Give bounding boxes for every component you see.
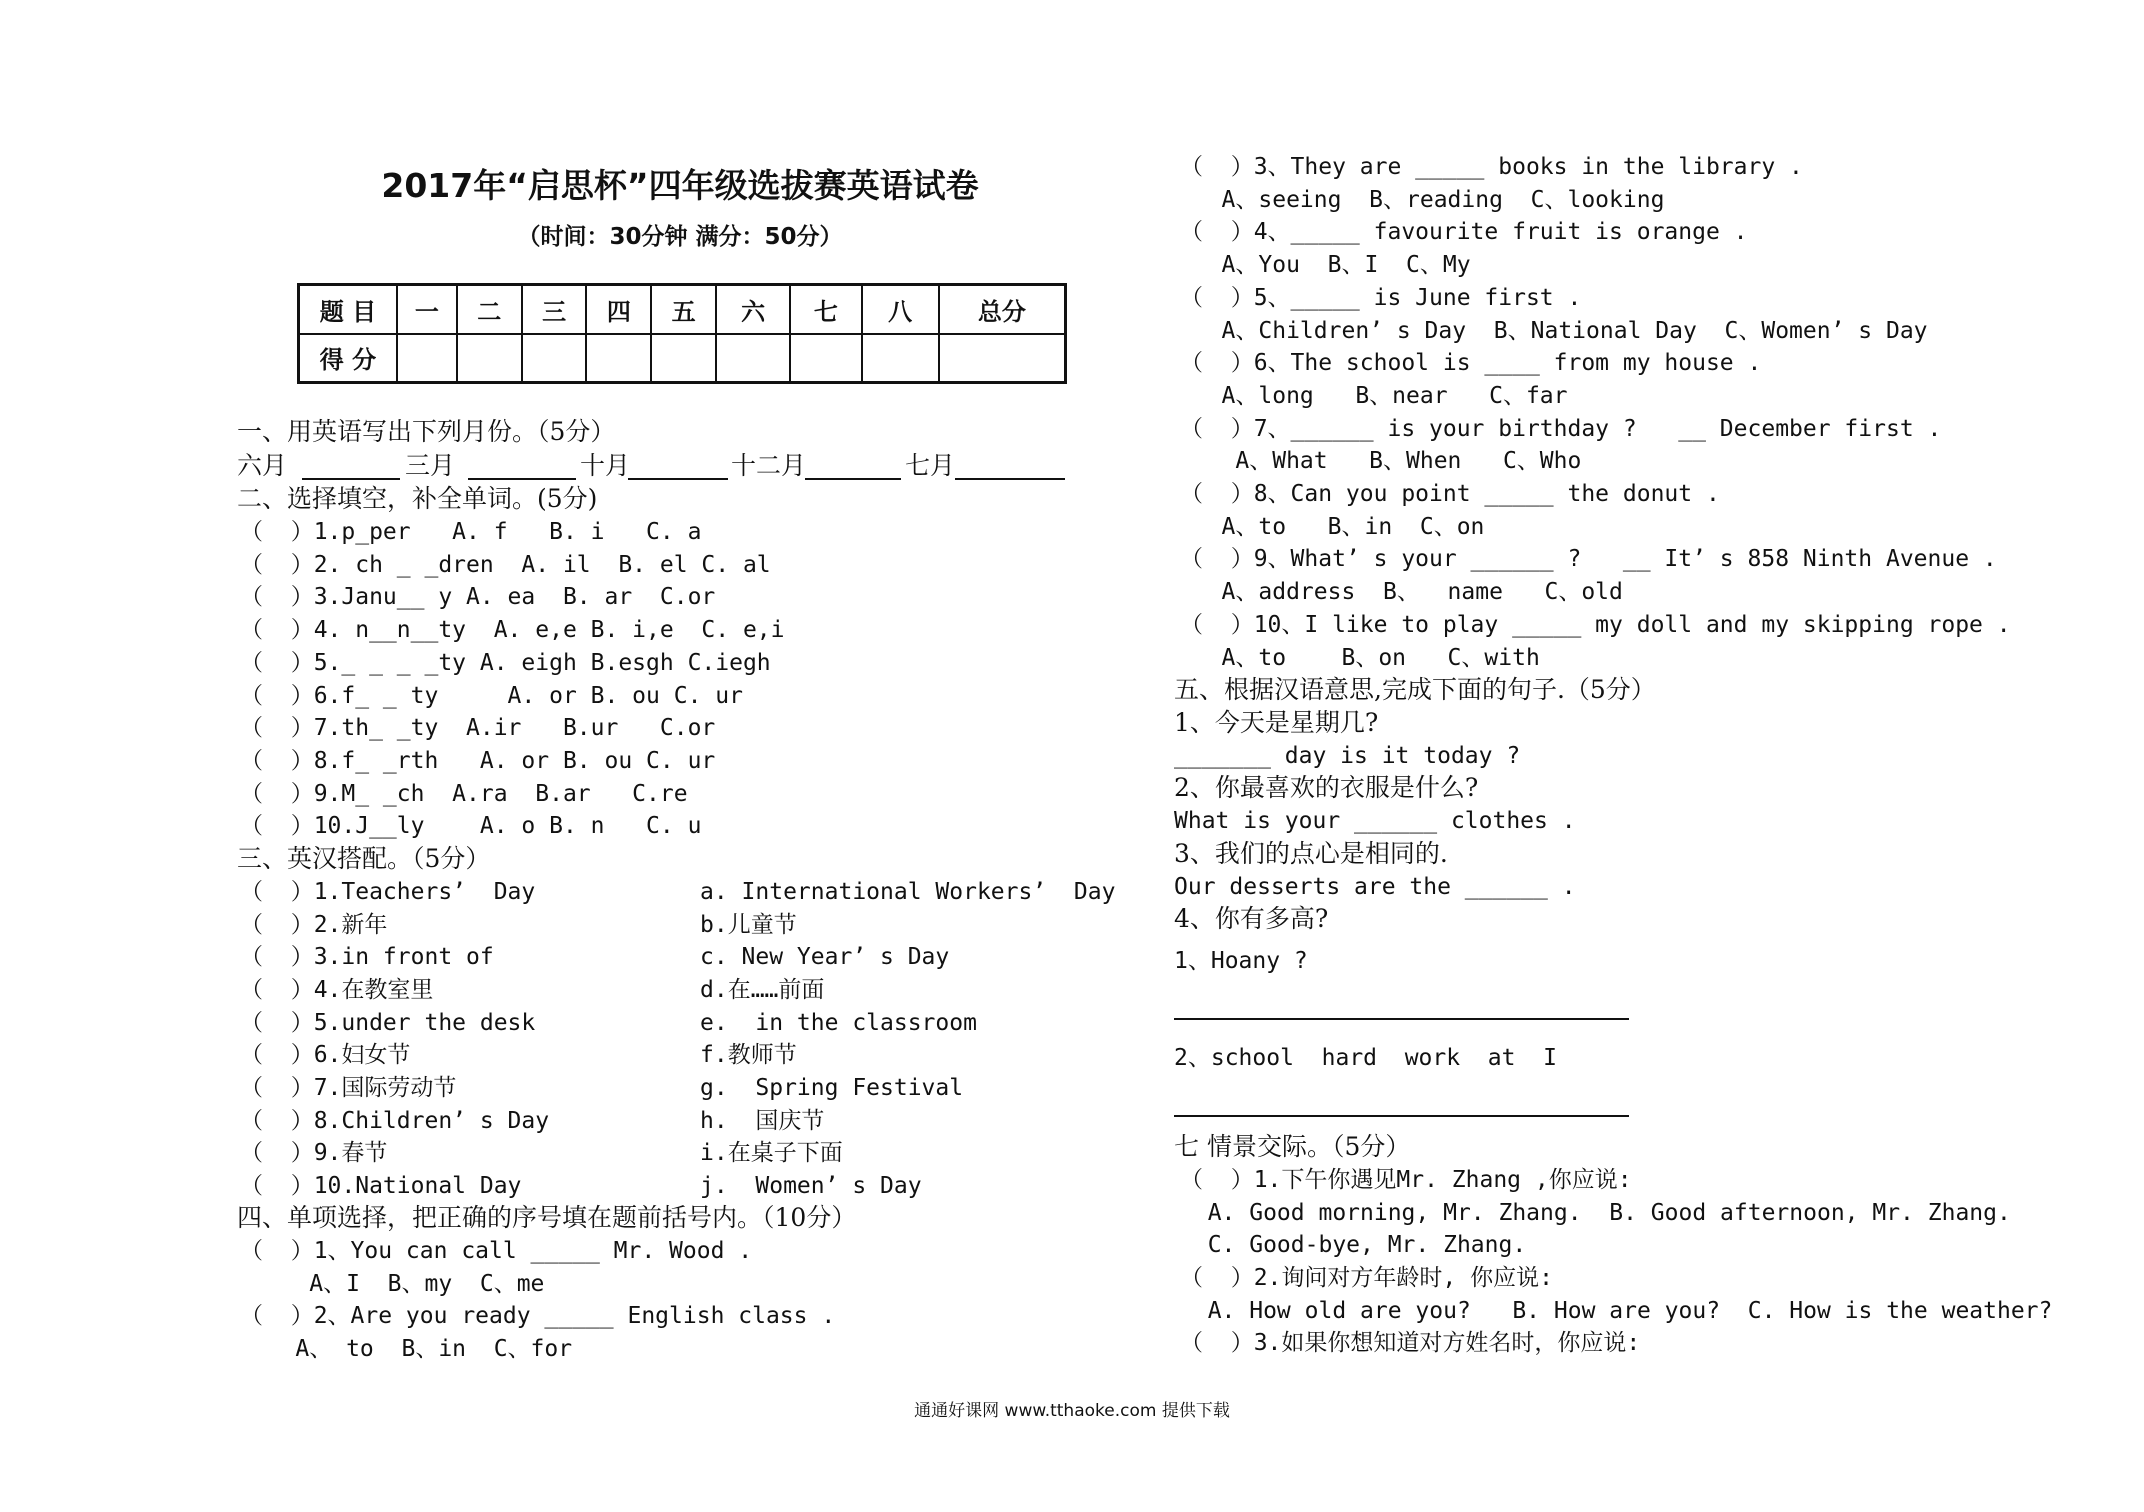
score-cell[interactable]	[457, 334, 522, 383]
score-header-cell: 总分	[939, 285, 1066, 334]
match-left-item: （ ）8.Children’ s Day	[240, 1108, 550, 1134]
month-label: 十月	[580, 451, 631, 480]
answer-blank[interactable]	[628, 478, 728, 480]
question-line: （ ）3、They are _____ books in the library .	[1180, 154, 1803, 180]
footer-source: 通通好课网 www.tthaoke.com 提供下载	[914, 1401, 1230, 1421]
month-label: 十二月	[731, 451, 807, 480]
option-line: A、Children’ s Day B、National Day C、Women’ s Day	[1180, 318, 1928, 344]
question-line: （ ）2. ch _ _dren A. il B. el C. al	[240, 552, 771, 578]
question-line: （ ）8、Can you point _____ the donut .	[1180, 481, 1720, 507]
sentence-line: What is your ______ clothes .	[1174, 808, 1576, 834]
score-cell[interactable]	[651, 334, 716, 383]
match-right-item: f.教师节	[700, 1042, 797, 1068]
score-cell[interactable]	[716, 334, 790, 383]
match-left-item: （ ）1.Teachers’ Day	[240, 879, 536, 905]
prompt-line: 4、你有多高?	[1174, 904, 1329, 933]
sec5-heading: 五、根据汉语意思,完成下面的句子.（5分）	[1174, 675, 1656, 704]
score-header-cell: 三	[522, 285, 587, 334]
match-left-item: （ ）7.国际劳动节	[240, 1075, 457, 1101]
option-line: A、I B、my C、me	[240, 1271, 545, 1297]
option-line: A、address B、 name C、old	[1180, 579, 1623, 605]
question-line: （ ）5、_____ is June first .	[1180, 285, 1582, 311]
match-left-item: （ ）2.新年	[240, 912, 388, 938]
sentence-line: _______ day is it today ?	[1174, 743, 1521, 769]
score-header-cell: 五	[651, 285, 716, 334]
option-line: A. How old are you? B. How are you? C. How is the weather?	[1180, 1298, 2053, 1324]
question-line: （ ）9.M_ _ch A.ra B.ar C.re	[240, 781, 688, 807]
score-header-cell: 一	[397, 285, 457, 334]
score-row-label: 得 分	[299, 334, 397, 383]
match-right-item: e. in the classroom	[700, 1010, 977, 1036]
match-right-item: c. New Year’ s Day	[700, 944, 950, 970]
answer-blank[interactable]	[468, 478, 576, 480]
match-left-item: （ ）5.under the desk	[240, 1010, 536, 1036]
question-line: （ ）1.p_per A. f B. i C. a	[240, 519, 702, 545]
question-line: （ ）3.Janu__ y A. ea B. ar C.or	[240, 584, 716, 610]
question-line: （ ）9、What’ s your ______ ? __ It’ s 858 Ninth Avenue .	[1180, 546, 1997, 572]
match-right-item: i.在桌子下面	[700, 1140, 843, 1166]
match-left-item: （ ）6.妇女节	[240, 1042, 411, 1068]
question-line: （ ）5._ _ _ _ty A. eigh B.esgh C.iegh	[240, 650, 771, 676]
match-left-item: （ ）9.春节	[240, 1140, 388, 1166]
score-cell[interactable]	[397, 334, 457, 383]
prompt-line: 3、我们的点心是相同的.	[1174, 839, 1448, 868]
match-right-item: d.在……前面	[700, 977, 825, 1003]
option-line: A、long B、near C、far	[1180, 383, 1568, 409]
question-line: （ ）6、The school is ____ from my house .	[1180, 350, 1762, 376]
match-left-item: （ ）3.in front of	[240, 944, 494, 970]
score-cell[interactable]	[862, 334, 939, 383]
answer-line[interactable]	[1174, 1018, 1629, 1020]
question-line: （ ）4. n__n__ty A. e,e B. i,e C. e,i	[240, 617, 785, 643]
question-line: （ ）1.下午你遇见Mr. Zhang ,你应说:	[1180, 1167, 1632, 1193]
option-line: A. Good morning, Mr. Zhang. B. Good afternoon, Mr. Zhang.	[1180, 1200, 2011, 1226]
month-label: 六月	[237, 451, 288, 480]
sentence-line: Our desserts are the ______ .	[1174, 874, 1576, 900]
answer-blank[interactable]	[955, 478, 1065, 480]
match-left-item: （ ）10.National Day	[240, 1173, 522, 1199]
sec4-heading: 四、单项选择，把正确的序号填在题前括号内。（10分）	[237, 1203, 857, 1232]
match-right-item: a. International Workers’ Day	[700, 879, 1116, 905]
score-cell[interactable]	[586, 334, 651, 383]
match-left-item: （ ）4.在教室里	[240, 977, 434, 1003]
question-line: （ ）10.J__ly A. o B. n C. u	[240, 813, 702, 839]
scramble-line: 1、Hoany ?	[1174, 948, 1308, 974]
option-line: A、to B、on C、with	[1180, 645, 1540, 671]
answer-blank[interactable]	[302, 478, 400, 480]
sec1-heading: 一、用英语写出下列月份。（5分）	[237, 417, 616, 446]
question-line: （ ）3.如果你想知道对方姓名时，你应说:	[1180, 1330, 1641, 1356]
match-right-item: g. Spring Festival	[700, 1075, 964, 1101]
option-line: A、to B、in C、on	[1180, 514, 1485, 540]
option-line: A、What B、When C、Who	[1180, 448, 1582, 474]
option-line: A、 to B、in C、for	[240, 1336, 573, 1362]
exam-title: 2017年“启思杯”四年级选拔赛英语试卷	[381, 166, 979, 205]
sec3-heading: 三、英汉搭配。（5分）	[237, 844, 491, 873]
score-header-cell: 题 目	[299, 285, 397, 334]
score-header-cell: 八	[862, 285, 939, 334]
sec7-heading: 七 情景交际。（5分）	[1174, 1132, 1411, 1161]
question-line: （ ）7.th_ _ty A.ir B.ur C.or	[240, 715, 716, 741]
score-cell[interactable]	[790, 334, 861, 383]
month-label: 三月	[405, 451, 456, 480]
sec2-heading: 二、选择填空，补全单词。(5分)	[237, 484, 598, 513]
prompt-line: 2、你最喜欢的衣服是什么?	[1174, 773, 1479, 802]
scramble-line: 2、school hard work at I	[1174, 1045, 1558, 1071]
answer-line[interactable]	[1174, 1115, 1629, 1117]
score-cell[interactable]	[522, 334, 587, 383]
question-line: （ ）4、_____ favourite fruit is orange .	[1180, 219, 1748, 245]
option-line: A、seeing B、reading C、looking	[1180, 187, 1665, 213]
match-right-item: j. Women’ s Day	[700, 1173, 922, 1199]
question-line: （ ）6.f_ _ ty A. or B. ou C. ur	[240, 683, 743, 709]
question-line: （ ）2.询问对方年龄时, 你应说:	[1180, 1265, 1553, 1291]
question-line: （ ）7、______ is your birthday ? __ December first .	[1180, 416, 1942, 442]
question-line: （ ）10、I like to play _____ my doll and my skipping rope .	[1180, 612, 2011, 638]
match-right-item: b.儿童节	[700, 912, 797, 938]
score-header-cell: 六	[716, 285, 790, 334]
option-line: A、You B、I C、My	[1180, 252, 1471, 278]
answer-blank[interactable]	[805, 478, 901, 480]
score-header-row	[299, 285, 1066, 334]
score-table	[297, 283, 1067, 384]
match-right-item: h. 国庆节	[700, 1108, 825, 1134]
score-header-cell: 四	[586, 285, 651, 334]
month-label: 七月	[905, 451, 956, 480]
option-line: C. Good-bye, Mr. Zhang.	[1180, 1232, 1527, 1258]
score-header-cell: 二	[457, 285, 522, 334]
question-line: （ ）8.f_ _rth A. or B. ou C. ur	[240, 748, 716, 774]
exam-subtitle: （时间：30分钟 满分：50分）	[517, 224, 843, 250]
score-cell[interactable]	[939, 334, 1066, 383]
score-header-cell: 七	[790, 285, 861, 334]
question-line: （ ）1、You can call _____ Mr. Wood .	[240, 1238, 753, 1264]
prompt-line: 1、今天是星期几?	[1174, 708, 1379, 737]
question-line: （ ）2、Are you ready _____ English class .	[240, 1303, 836, 1329]
score-value-row	[299, 334, 1066, 383]
